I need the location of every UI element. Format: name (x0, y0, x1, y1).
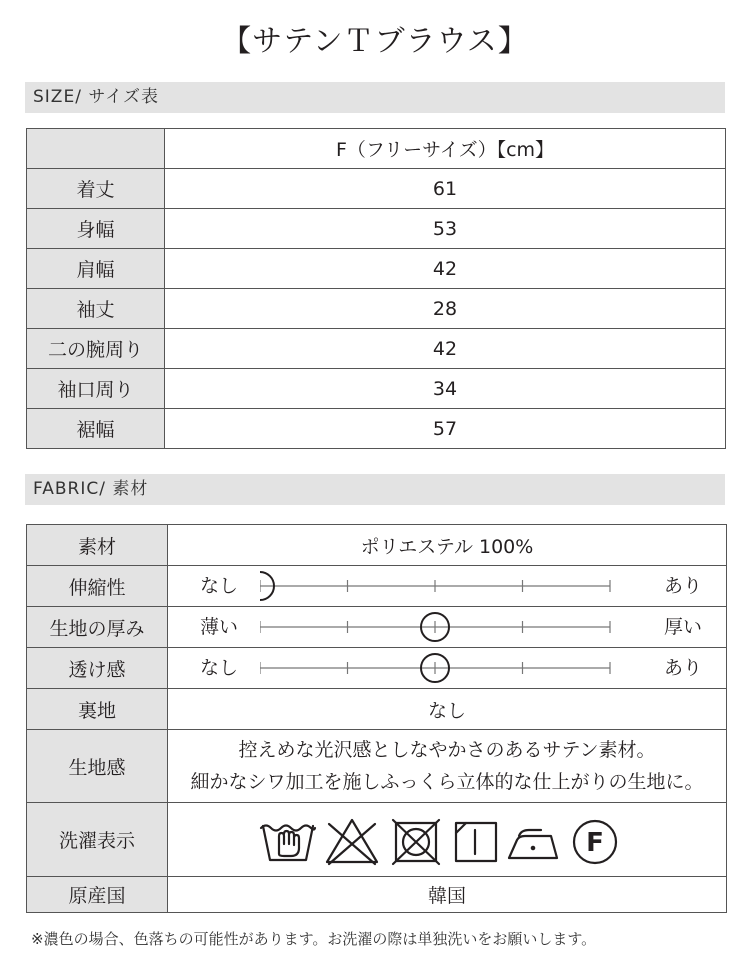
fabric-label: 生地感 (27, 730, 168, 803)
size-label: 袖丈 (27, 289, 165, 329)
lining-value: なし (168, 689, 727, 730)
scale-right-label: あり (663, 575, 702, 597)
size-label: 二の腕周り (27, 329, 165, 369)
care-icons-cell (168, 803, 727, 877)
size-section-heading: SIZE/ サイズ表 (25, 82, 725, 113)
origin-value: 韓国 (168, 877, 727, 913)
size-label: 身幅 (27, 209, 165, 249)
scale-left-label: なし (200, 575, 239, 597)
table-row (27, 169, 726, 209)
care-icons (257, 810, 637, 870)
table-row (27, 249, 726, 289)
fabric-label: 伸縮性 (27, 566, 168, 607)
fabric-label: 裏地 (27, 689, 168, 730)
fabric-table (26, 524, 727, 913)
table-row (27, 648, 727, 689)
scale-track (260, 608, 630, 646)
fabric-label: 生地の厚み (27, 607, 168, 648)
iron-low-icon (509, 830, 557, 858)
fabric-label: 透け感 (27, 648, 168, 689)
table-row (27, 689, 727, 730)
table-row (27, 369, 726, 409)
scale-left-label: 薄い (200, 616, 239, 638)
care-note: ※濃色の場合、色落ちの可能性があります。お洗濯の際は単独洗いをお願いします。 (31, 930, 597, 948)
size-column-header: F（フリーサイズ）【cm】 (165, 129, 726, 169)
line-dry-icon (456, 823, 496, 861)
hand-wash-icon (261, 825, 315, 860)
table-row (27, 209, 726, 249)
size-value: 61 (165, 169, 726, 209)
size-table (26, 128, 726, 449)
scale-right-label: 厚い (663, 616, 702, 638)
page-title: 【サテンＴブラウス】 (221, 24, 529, 59)
scale-track (260, 567, 630, 605)
no-tumble-dry-icon (393, 820, 439, 864)
size-value: 34 (165, 369, 726, 409)
size-header-row (27, 129, 726, 169)
size-header-corner (27, 129, 165, 169)
stretch-scale (168, 567, 726, 605)
table-row (27, 730, 727, 803)
thickness-scale-cell (168, 607, 727, 648)
material-value: ポリエステル 100% (168, 525, 727, 566)
table-row (27, 803, 727, 877)
table-row (27, 566, 727, 607)
texture-line-2: 細かなシワ加工を施しふっくら立体的な仕上がりの生地に。 (190, 771, 704, 793)
fabric-label: 素材 (27, 525, 168, 566)
fabric-label: 原産国 (27, 877, 168, 913)
stretch-scale-cell (168, 566, 727, 607)
texture-line-1: 控えめな光沢感としなやかさのあるサテン素材。 (238, 739, 656, 761)
size-label: 裾幅 (27, 409, 165, 449)
scale-track (260, 649, 630, 687)
scale-left-label: なし (200, 657, 239, 679)
scale-right-label: あり (663, 657, 702, 679)
table-row (27, 525, 727, 566)
table-row (27, 409, 726, 449)
fabric-label: 洗濯表示 (27, 803, 168, 877)
texture-description (168, 730, 727, 803)
table-row (27, 877, 727, 913)
table-row (27, 289, 726, 329)
sheerness-scale-cell (168, 648, 727, 689)
size-value: 28 (165, 289, 726, 329)
size-label: 肩幅 (27, 249, 165, 289)
size-label: 袖口周り (27, 369, 165, 409)
no-bleach-icon (327, 820, 377, 864)
sheerness-scale (168, 649, 726, 687)
size-label: 着丈 (27, 169, 165, 209)
dry-clean-letter: F (586, 827, 604, 858)
fabric-section-heading: FABRIC/ 素材 (25, 474, 725, 505)
table-row (27, 329, 726, 369)
size-value: 53 (165, 209, 726, 249)
thickness-scale (168, 608, 726, 646)
table-row (27, 607, 727, 648)
size-value: 42 (165, 249, 726, 289)
size-value: 42 (165, 329, 726, 369)
size-value: 57 (165, 409, 726, 449)
